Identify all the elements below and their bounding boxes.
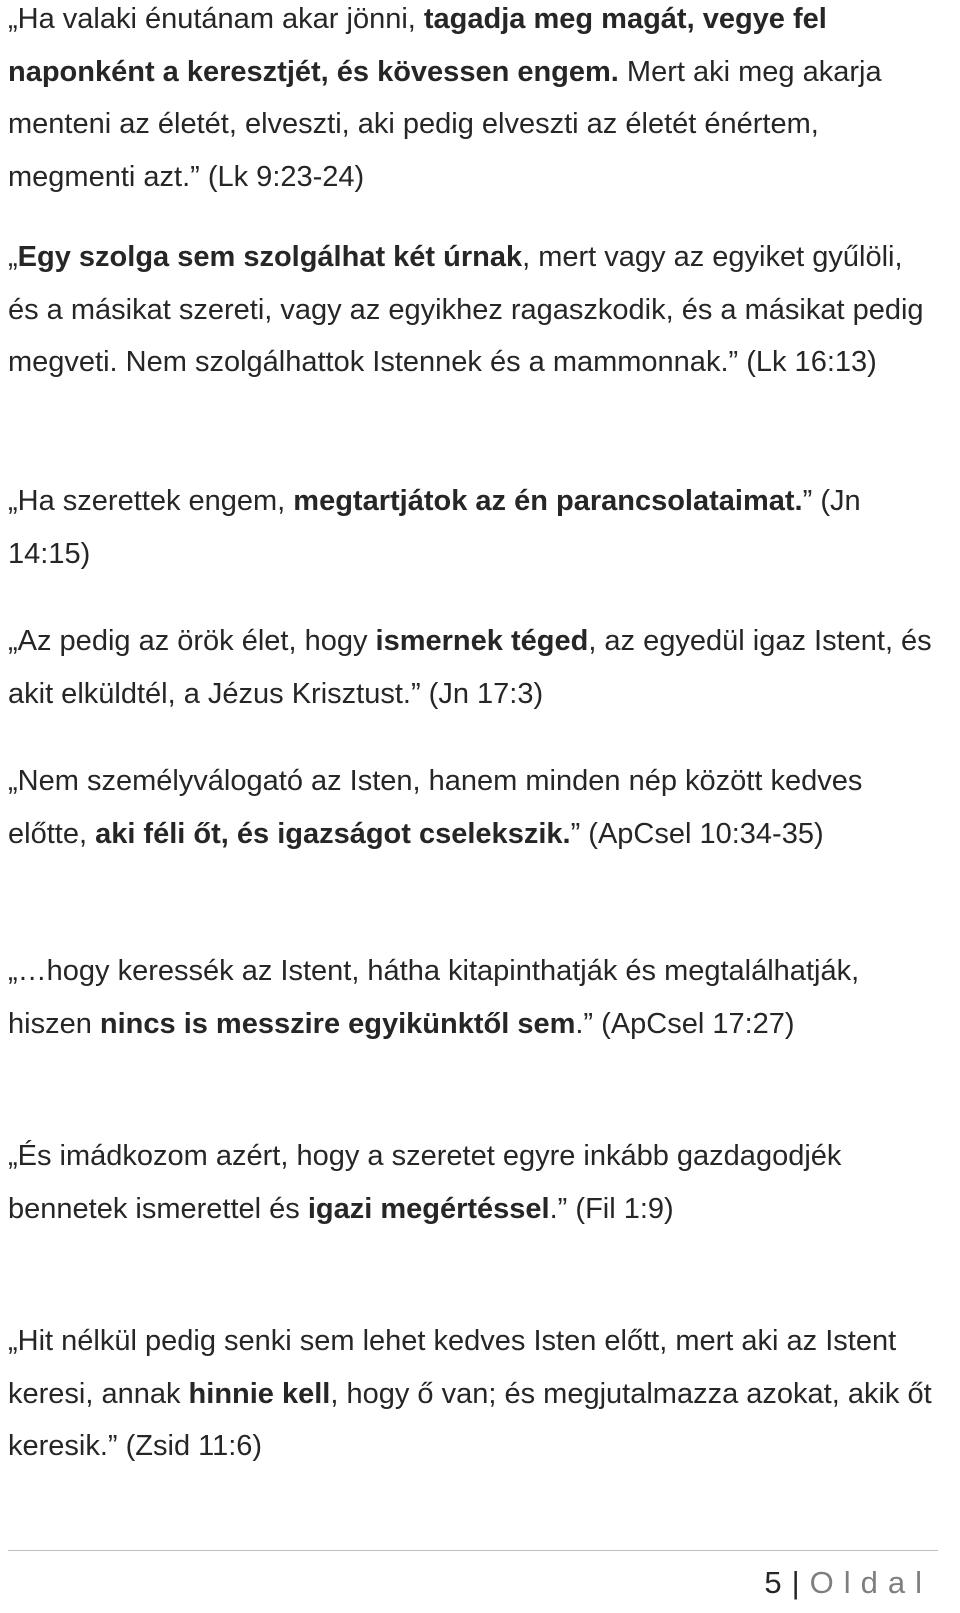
verse-block	[8, 1130, 938, 1235]
verse-block	[8, 1315, 938, 1473]
verse-block	[8, 945, 938, 1050]
verse-reference: (Fil 1:9)	[575, 1192, 674, 1225]
verse-text: „Nem személyválogató az Isten, hanem minden nép között kedves előtte,	[8, 765, 863, 850]
verse-text: „Az pedig az örök élet, hogy	[8, 625, 376, 657]
verse-text: „Ha valaki énutánam akar jönni,	[8, 3, 424, 35]
verse-reference: (Jn 14:15)	[8, 485, 861, 570]
verse-text: , az egyedül igaz Istent, és akit elküldtél, a Jézus Krisztust.”	[8, 625, 932, 710]
verse-text: , mert vagy az egyiket gyűlöli, és a másikat szereti, vagy az egyikhez ragaszkodik, és a másikat pedig megveti. Nem szolgálhattok Istennek és a mammonnak.”	[8, 241, 924, 378]
page-number: 5	[764, 1565, 782, 1600]
verse-reference: (ApCsel 17:27)	[601, 1007, 795, 1040]
verse-text: ”	[802, 485, 821, 517]
verse-block	[8, 615, 938, 720]
verse-block	[8, 475, 938, 580]
footer-divider	[8, 1550, 938, 1551]
verse-text: Mert aki meg akarja menteni az életét, elveszti, aki pedig elveszti az életét énértem, megmenti azt.”	[8, 55, 882, 193]
verse-reference: (Lk 9:23-24)	[207, 160, 365, 193]
verse-reference: (ApCsel 10:34-35)	[588, 817, 824, 850]
verse-text: „És imádkozom azért, hogy a szeretet egyre inkább gazdagodjék bennetek ismerettel és	[8, 1140, 842, 1225]
page-footer	[764, 1563, 932, 1603]
verse-text: „	[8, 241, 18, 273]
verse-emphasis: megtartjátok az én parancsolataimat.	[293, 485, 803, 517]
verse-text: , hogy ő van; és megjutalmazza azokat, akik őt keresik.”	[8, 1377, 932, 1462]
verse-text: „…hogy keressék az Istent, hátha kitapinthatják és megtalálhatják, hiszen	[8, 955, 860, 1040]
verse-emphasis: hinnie kell	[188, 1377, 331, 1410]
verse-emphasis: Egy szolga sem szolgálhat két úrnak	[17, 241, 523, 273]
verse-reference: (Lk 16:13)	[746, 346, 877, 378]
verse-block	[8, 755, 938, 860]
verse-text: ”	[570, 817, 589, 850]
verse-emphasis: ismernek téged	[375, 625, 589, 657]
verse-emphasis: aki féli őt, és igazságot cselekszik.	[95, 817, 571, 850]
verse-reference: (Jn 17:3)	[428, 677, 544, 710]
verse-emphasis: tagadja meg magát, vegye fel naponként a keresztjét, és kövessen engem.	[8, 3, 827, 88]
verse-block	[8, 231, 938, 389]
verse-text: .”	[549, 1192, 576, 1225]
verse-emphasis: nincs is messzire egyikünktől sem	[99, 1007, 576, 1040]
page-label: Oldal	[809, 1565, 932, 1600]
verse-block	[8, 0, 938, 203]
verse-text: „Ha szerettek engem,	[8, 485, 294, 517]
verse-text: .”	[575, 1007, 602, 1040]
verse-text: „Hit nélkül pedig senki sem lehet kedves Isten előtt, mert aki az Istent keresi, annak	[8, 1325, 897, 1410]
verse-emphasis: igazi megértéssel	[307, 1192, 550, 1225]
footer-separator: |	[791, 1565, 800, 1600]
verse-reference: (Zsid 11:6)	[125, 1430, 263, 1462]
